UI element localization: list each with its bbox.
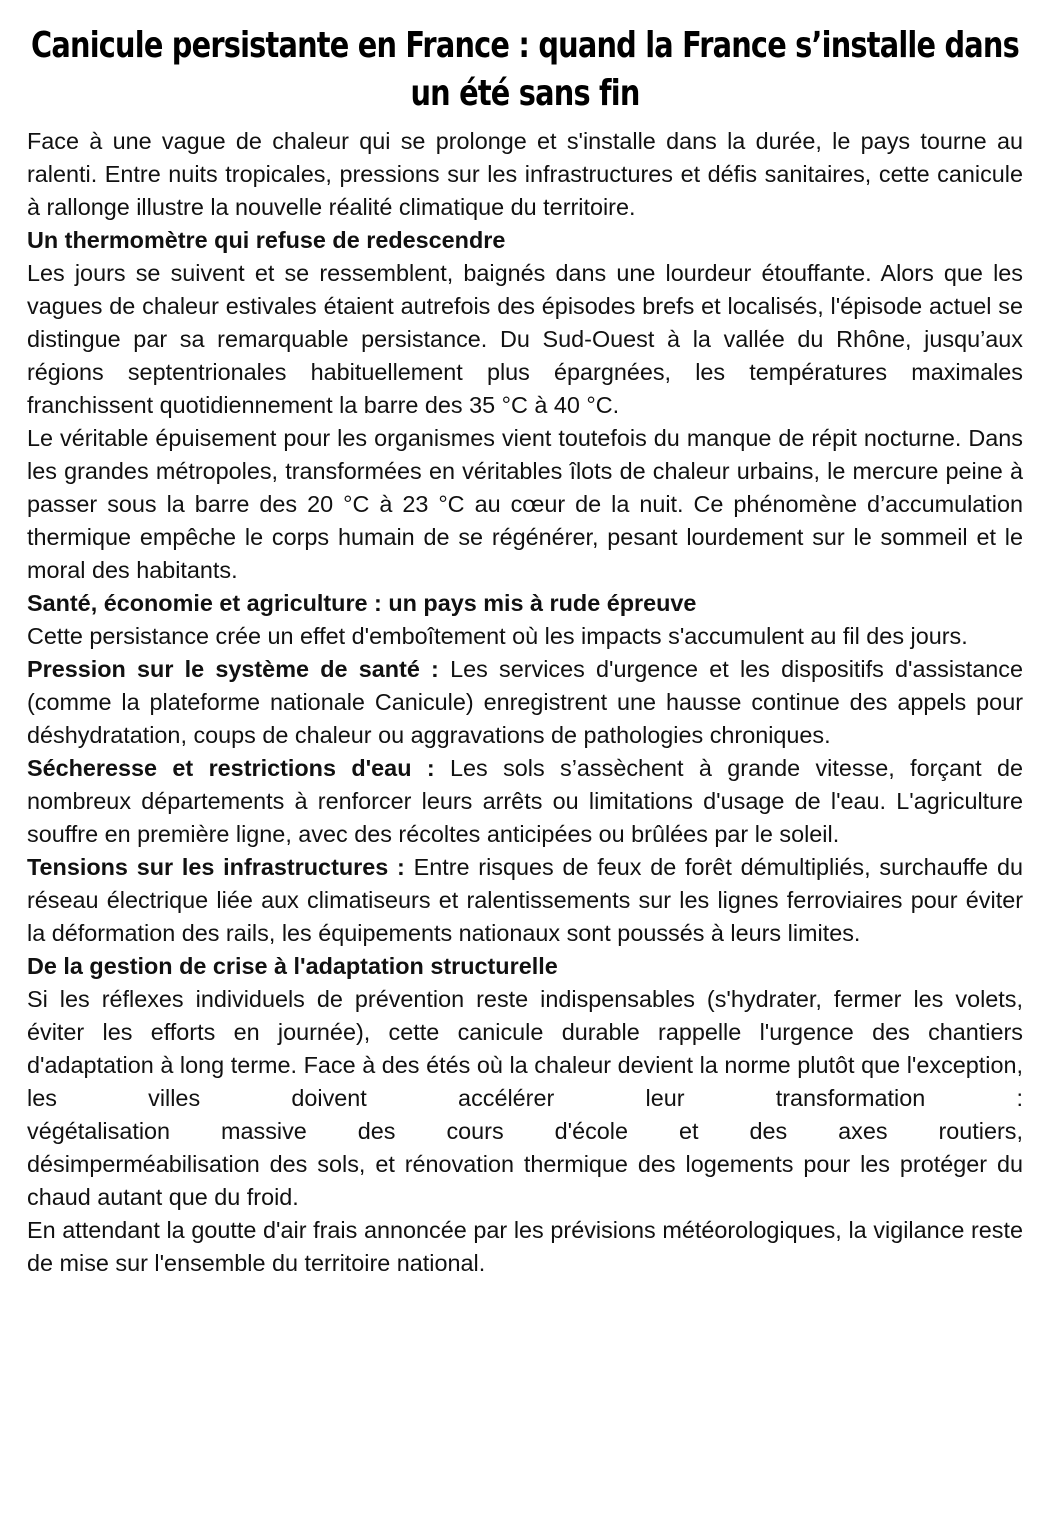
list-item-secheresse — [27, 752, 1023, 851]
article — [27, 22, 1023, 1280]
section1-paragraph-2: Le véritable épuisement pour les organismes vient toutefois du manque de répit nocturne. Dans les grandes métropoles, transformées en véritables îlots de chaleur urbains, le mercure peine à passer sous la barre des 20 °C à 23 °C au cœur de la nuit. Ce phénomène d’accumulation thermique empêche le corps humain de se régénérer, pesant lourdement sur le sommeil et le moral des habitants. — [27, 425, 1023, 583]
section3-paragraph-2: En attendant la goutte d'air frais annoncée par les prévisions météorologiques, la vigilance reste de mise sur l'ensemble du territoire national. — [27, 1217, 1023, 1276]
section3-paragraph-1a: Si les réflexes individuels de prévention reste indispensables (s'hydrater, fermer les volets, éviter les efforts en journée), cette canicule durable rappelle l'urgence des chantiers d'adaptation à long terme. Face à des étés où la chaleur devient la norme plutôt que l'exception, les villes doivent accélérer leur transformation : — [27, 986, 1023, 1111]
list-item-sante-label: Pression sur le système de santé : — [27, 656, 439, 682]
list-item-sante-text: Les services d'urgence et les dispositifs d'assistance (comme la plateforme nationale Canicule) enregistrent une hausse continue des appels pour déshydratation, coups de chaleur ou aggravations de pathologies chroniques. — [27, 656, 1023, 748]
section2-paragraph-1: Cette persistance crée un effet d'emboîtement où les impacts s'accumulent au fil des jours. — [27, 623, 968, 649]
list-item-secheresse-label: Sécheresse et restrictions d'eau : — [27, 755, 435, 781]
section1-paragraph-1: Les jours se suivent et se ressemblent, baignés dans une lourdeur étouffante. Alors que les vagues de chaleur estivales étaient autrefois des épisodes brefs et localisés, l'épisode actuel se distingue par sa remarquable persistance. Du Sud-Ouest à la vallée du Rhône, jusqu’aux régions septentrionales habituellement plus épargnées, les températures maximales franchissent quotidiennement la barre des 35 °C à 40 °C. — [27, 260, 1023, 418]
section3-paragraph-1b: végétalisation massive des cours d'école et des axes routiers, — [27, 1118, 1023, 1144]
article-title — [31, 22, 1019, 118]
article-title-text: Canicule persistante en France : quand la France s’installe dans un été sans fin — [31, 25, 1019, 114]
section3-paragraph-1c: désimperméabilisation des sols, et rénovation thermique des logements pour les protéger du chaud autant que du froid. — [27, 1151, 1023, 1210]
intro-paragraph: Face à une vague de chaleur qui se prolonge et s'installe dans la durée, le pays tourne au ralenti. Entre nuits tropicales, pressions sur les infrastructures et défis sanitaires, cette canicule à rallonge illustre la nouvelle réalité climatique du territoire. — [27, 128, 1023, 220]
list-item-infrastructures-text: Entre risques de feux de forêt démultipliés, surchauffe du réseau électrique liée aux climatiseurs et ralentissements sur les lignes ferroviaires pour éviter la déformation des rails, les équipements nationaux sont poussés à leurs limites. — [27, 854, 1023, 946]
list-item-sante — [27, 653, 1023, 752]
section-heading-sante-economie: Santé, économie et agriculture : un pays mis à rude épreuve — [27, 590, 697, 616]
list-item-infrastructures — [27, 851, 1023, 950]
list-item-secheresse-text: Les sols s’assèchent à grande vitesse, forçant de nombreux départements à renforcer leurs arrêts ou limitations d'usage de l'eau. L'agriculture souffre en première ligne, avec des récoltes anticipées ou brûlées par le soleil. — [27, 755, 1024, 847]
list-item-infrastructures-label: Tensions sur les infrastructures : — [27, 854, 405, 880]
section-heading-thermometre: Un thermomètre qui refuse de redescendre — [27, 227, 506, 253]
section-heading-adaptation: De la gestion de crise à l'adaptation structurelle — [27, 953, 558, 979]
